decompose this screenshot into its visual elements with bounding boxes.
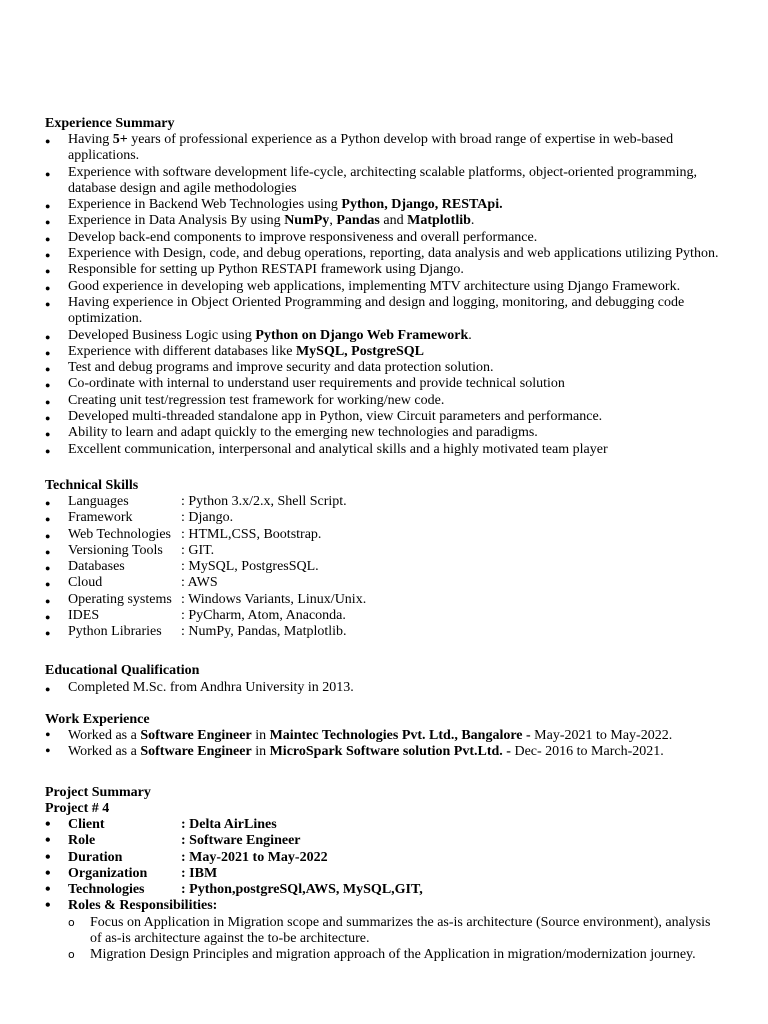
- text-run: Dec- 2016 to March-2021.: [510, 744, 664, 760]
- list-item: [45, 328, 725, 344]
- skill-value: : AWS: [181, 575, 218, 591]
- roles-responsibilities-label: • Roles & Responsibilities:: [45, 898, 725, 914]
- text-run: Developed Business Logic using: [68, 327, 256, 343]
- skill-value: : Django.: [181, 510, 234, 526]
- skill-name: Languages: [68, 494, 129, 509]
- project-title: Project # 4: [45, 801, 110, 816]
- skill-value: : MySQL, PostgresSQL.: [181, 559, 319, 575]
- skill-name: Versioning Tools: [68, 542, 163, 558]
- project-detail-value: : Software Engineer: [181, 833, 301, 849]
- skill-name: Web Technologies: [68, 526, 171, 542]
- bold-text: MicroSpark Software solution Pvt.Ltd. -: [269, 744, 511, 760]
- work-experience-list: [45, 728, 725, 761]
- text-run: Having experience in Object Oriented Programming and design and logging, monitoring, and debugging code optimization.: [68, 294, 685, 327]
- project-detail-label: Duration: [68, 849, 123, 865]
- skill-name: Databases: [68, 559, 125, 575]
- bold-text: Pandas: [336, 213, 380, 229]
- list-item: [45, 360, 725, 376]
- text-run: Ability to learn and adapt quickly to the emerging new technologies and paradigms.: [68, 425, 538, 441]
- skill-name: IDES: [68, 608, 100, 624]
- bold-text: Matplotlib: [407, 213, 471, 229]
- list-item: [45, 295, 725, 328]
- bold-text: MySQL, PostgreSQL: [295, 343, 425, 359]
- text-run: in: [251, 728, 270, 743]
- text-run: .: [470, 213, 475, 229]
- project-summary-heading: Project Summary: [45, 785, 151, 800]
- project-detail-label: Technologies: [68, 882, 145, 898]
- project-detail-row: [45, 882, 725, 898]
- project-detail-row: [45, 817, 725, 833]
- text-run: May-2021 to May-2022.: [530, 728, 673, 743]
- project-detail-row: [45, 866, 725, 882]
- list-item: [45, 165, 725, 198]
- project-detail-label: Role: [68, 833, 96, 849]
- project-details-list: [45, 817, 725, 964]
- skill-value: : NumPy, Pandas, Matplotlib.: [181, 624, 347, 640]
- project-detail-label: Organization: [68, 865, 148, 881]
- skill-row: [45, 624, 725, 640]
- project-detail-value: : Python,postgreSQl,AWS, MySQL,GIT,: [181, 882, 423, 898]
- sub-bullet-marker: o: [68, 915, 75, 929]
- text-run: .: [468, 327, 472, 343]
- skill-row: [45, 494, 725, 510]
- text-run: Experience in Backend Web Technologies using: [68, 197, 342, 213]
- technical-skills-list: [45, 494, 725, 641]
- list-item: [45, 262, 725, 278]
- project-detail-value: : Delta AirLines: [181, 817, 277, 832]
- education-list: [45, 680, 725, 696]
- experience-summary-heading: Experience Summary: [45, 116, 175, 131]
- project-detail-row: [45, 833, 725, 849]
- list-item: [45, 425, 725, 441]
- skill-value: : PyCharm, Atom, Anaconda.: [181, 608, 346, 624]
- skill-row: [45, 510, 725, 526]
- list-item: [45, 246, 725, 262]
- bold-text: Software Engineer: [140, 744, 252, 760]
- list-item: [45, 409, 725, 425]
- text-run: Experience with Design, code, and debug operations, reporting, data analysis and web applications utilizing Python.: [68, 246, 719, 262]
- list-item: [45, 393, 725, 409]
- responsibility-item: [45, 947, 725, 963]
- skill-row: [45, 575, 725, 591]
- text-run: years of professional experience as a Python develop with broad range of expertise in web-based applications.: [68, 132, 674, 164]
- skill-name: Operating systems: [68, 591, 172, 607]
- text-run: Excellent communication, interpersonal and analytical skills and a highly motivated team player: [68, 441, 608, 457]
- text-run: Experience in Data Analysis By using: [68, 213, 285, 229]
- skill-name: Python Libraries: [68, 624, 162, 640]
- list-item: [45, 376, 725, 392]
- project-detail-row: [45, 850, 725, 866]
- skill-name: Cloud: [68, 575, 103, 591]
- text-run: in: [251, 744, 270, 760]
- text-run: Co-ordinate with internal to understand user requirements and provide technical solution: [68, 376, 565, 392]
- list-item: [45, 344, 725, 360]
- list-item: [45, 197, 725, 213]
- text-run: Completed M.Sc. from Andhra University in 2013.: [68, 680, 354, 695]
- text-run: Having: [68, 132, 113, 147]
- responsibility-item: [45, 915, 725, 948]
- technical-skills-heading: Technical Skills: [45, 478, 139, 493]
- list-item: [45, 279, 725, 295]
- bold-text: Python, Django, RESTApi.: [341, 197, 503, 213]
- education-heading: Educational Qualification: [45, 663, 200, 678]
- responsibility-text: Focus on Application in Migration scope and summarizes the as-is architecture (Source environment), analysis of as-is architecture against the to-be architecture.: [90, 914, 711, 947]
- skill-row: [45, 592, 725, 608]
- list-item: [45, 230, 725, 246]
- text-run: Test and debug programs and improve security and data protection solution.: [68, 360, 494, 376]
- text-run: Develop back-end components to improve responsiveness and overall performance.: [68, 229, 538, 245]
- skill-row: [45, 527, 725, 543]
- skill-value: : HTML,CSS, Bootstrap.: [181, 526, 322, 542]
- text-run: Developed multi-threaded standalone app in Python, view Circuit parameters and performance.: [68, 409, 603, 425]
- sub-bullet-marker: o: [68, 948, 75, 962]
- skill-row: [45, 559, 725, 575]
- text-run: Worked as a: [68, 728, 141, 743]
- list-item: [45, 213, 725, 229]
- text-run: Worked as a: [68, 744, 141, 760]
- list-item: [45, 680, 725, 696]
- text-run: Experience with different databases like: [68, 343, 296, 359]
- skill-row: [45, 543, 725, 559]
- skill-value: : Windows Variants, Linux/Unix.: [181, 591, 367, 607]
- list-item: [45, 442, 725, 458]
- text-run: ,: [329, 213, 337, 229]
- project-detail-value: : IBM: [181, 865, 218, 881]
- bold-text: 5+: [112, 132, 128, 147]
- list-item: [45, 744, 725, 760]
- skill-value: : Python 3.x/2.x, Shell Script.: [181, 494, 347, 509]
- text-run: Good experience in developing web applications, implementing MTV architecture using Django Framework.: [68, 278, 681, 294]
- project-detail-value: : May-2021 to May-2022: [181, 849, 328, 865]
- skill-name: Framework: [68, 510, 133, 526]
- bold-text: Python on Django Web Framework: [255, 327, 469, 343]
- skill-row: [45, 608, 725, 624]
- list-item: [45, 132, 725, 165]
- text-run: Creating unit test/regression test framework for working/new code.: [68, 392, 445, 408]
- list-item: [45, 728, 725, 744]
- experience-summary-list: [45, 132, 725, 458]
- bold-text: Maintec Technologies Pvt. Ltd., Bangalore -: [269, 728, 531, 743]
- skill-value: : GIT.: [181, 542, 215, 558]
- bold-text: Software Engineer: [140, 728, 252, 743]
- text-run: Experience with software development life-cycle, architecting scalable platforms, object-oriented programming, database design and agile methodologies: [68, 164, 697, 196]
- text-run: and: [379, 213, 408, 229]
- text-run: Responsible for setting up Python RESTAPI framework using Django.: [68, 262, 464, 278]
- work-experience-heading: Work Experience: [45, 712, 150, 727]
- responsibility-text: Migration Design Principles and migration approach of the Application in migration/modernization journey.: [90, 947, 696, 963]
- project-detail-label: Client: [68, 817, 105, 832]
- bold-text: NumPy: [284, 213, 330, 229]
